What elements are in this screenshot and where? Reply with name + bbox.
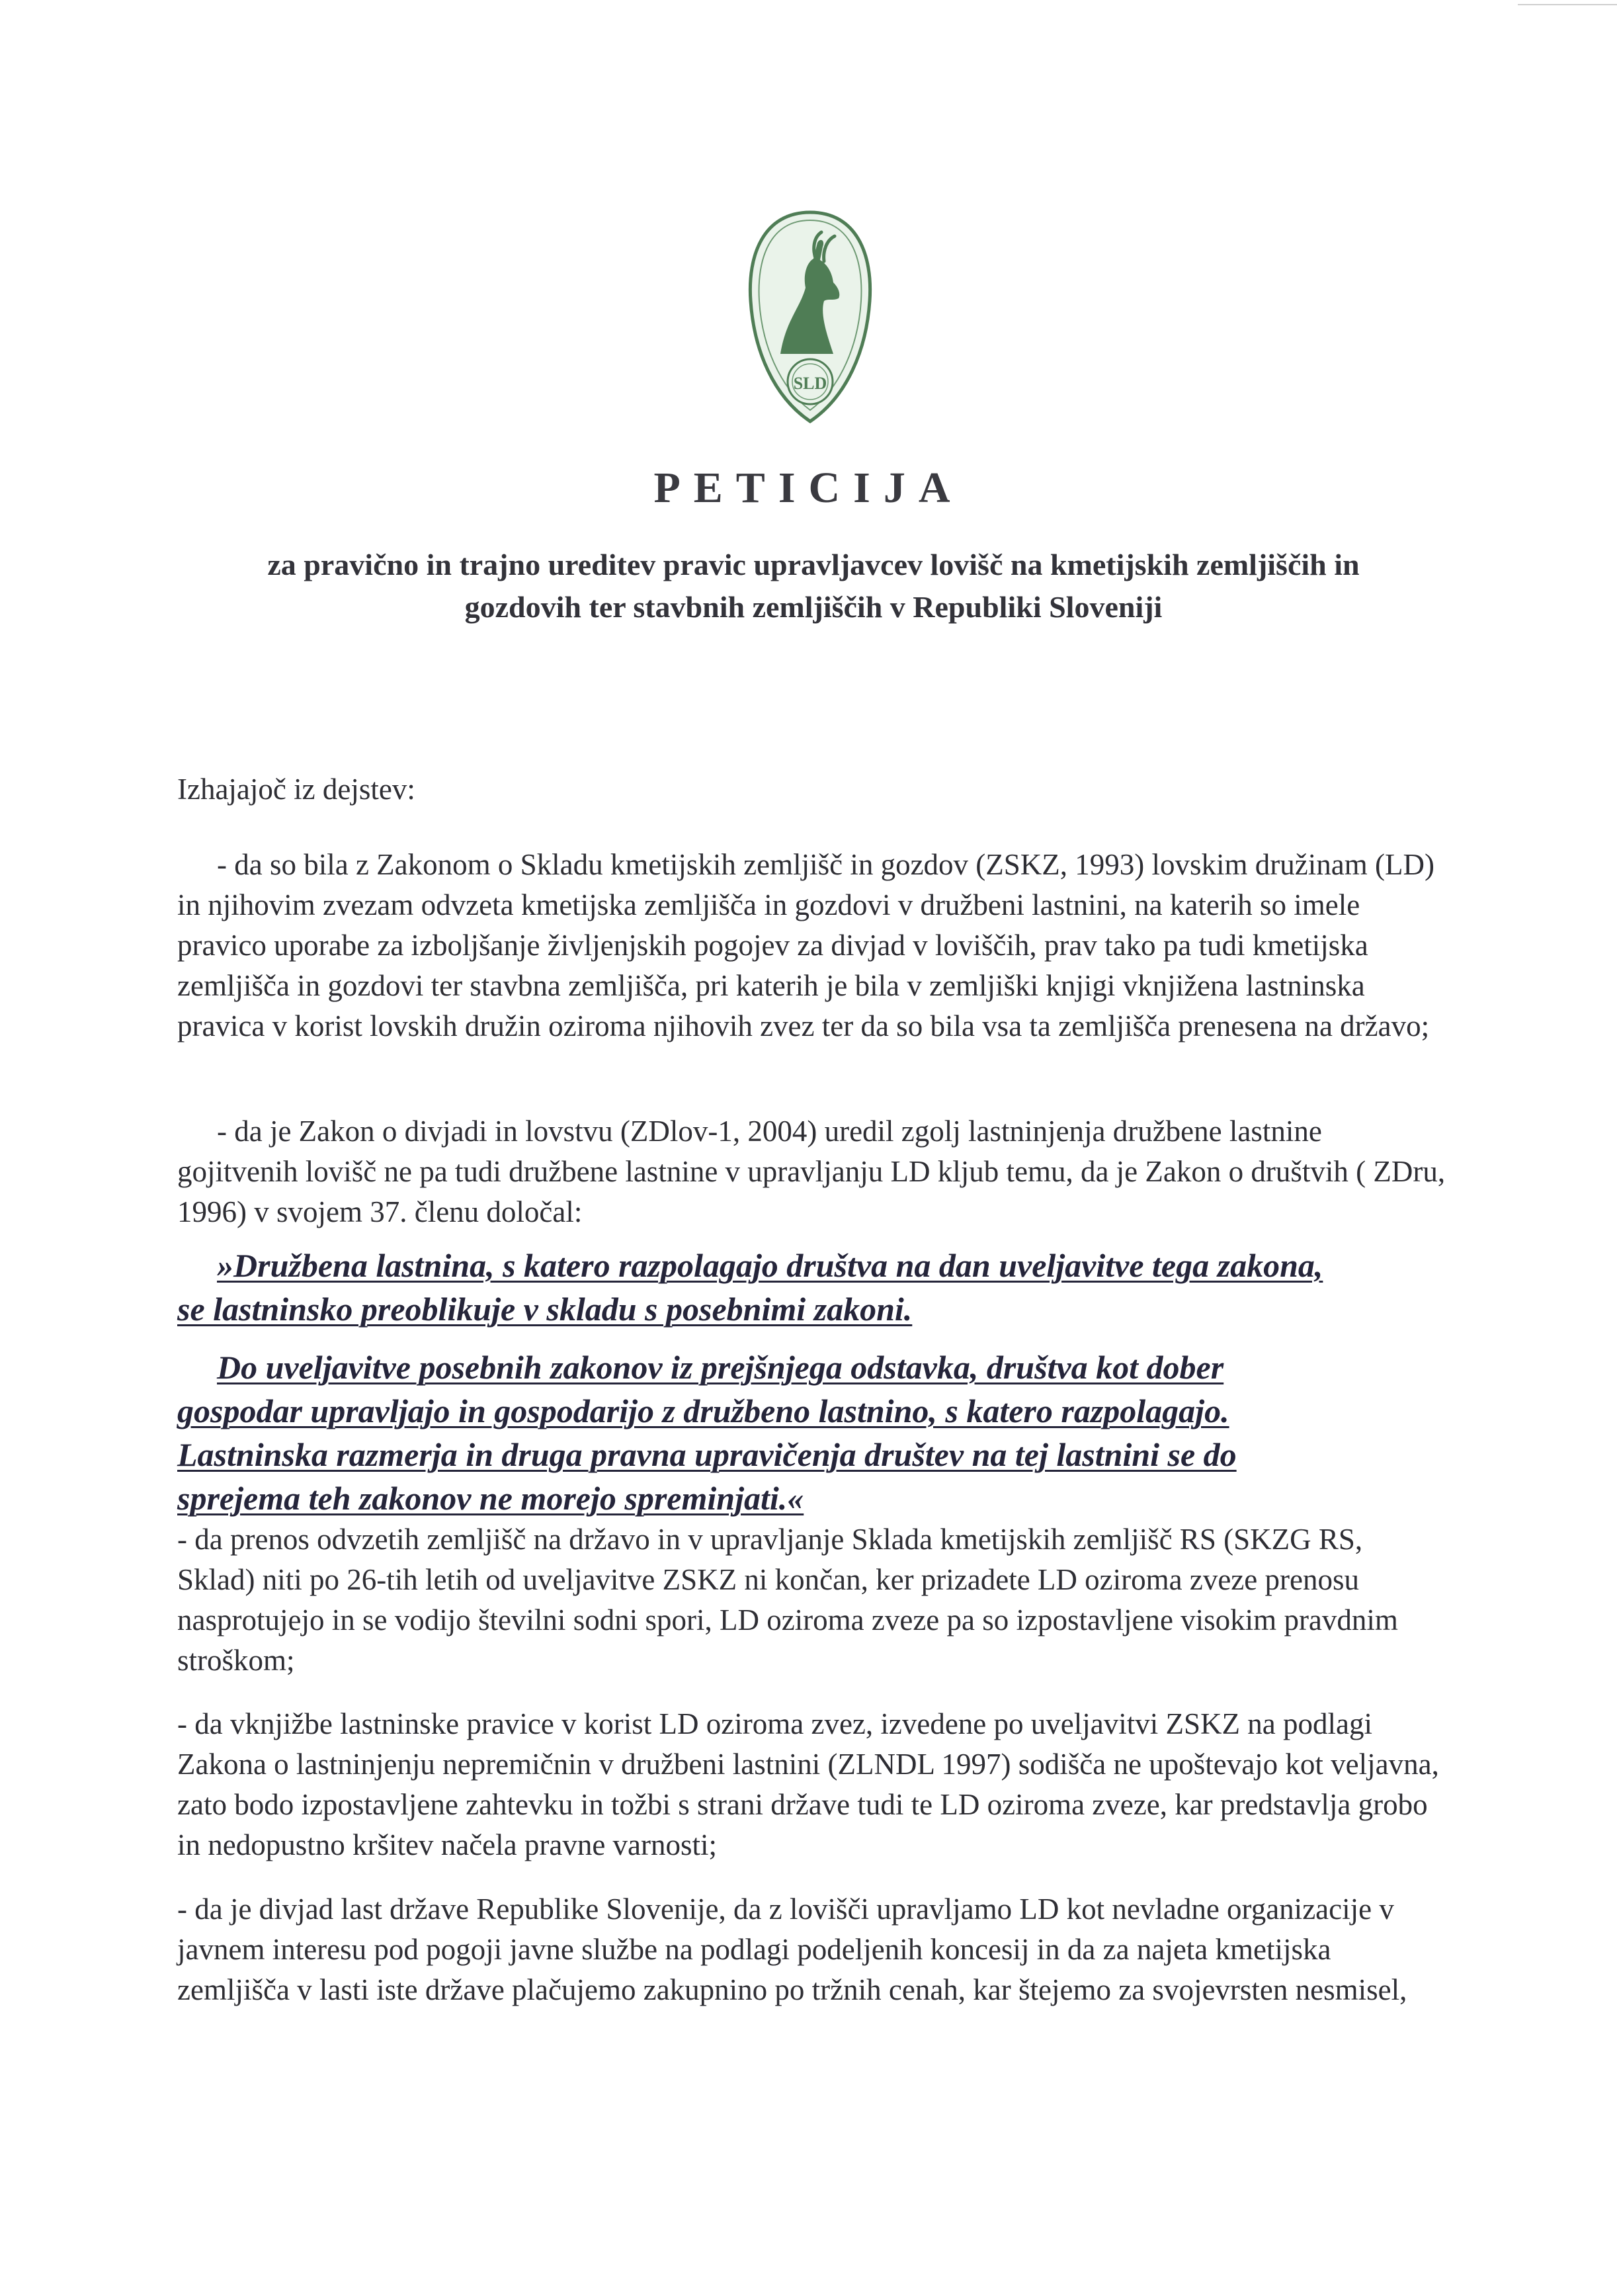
paragraph-text: - da vknjižbe lastninske pravice v korist LD oziroma zvez, izvedene po uveljavitvi ZSKZ na podlagi Zakona o lastninjenju nepremičnin v družbeni lastnini (ZLNDL 1997) sodišča ne upoštevajo kot veljavna, zato bodo izpostavljene zahtevku in tožbi s strani države tudi te LD oziroma zveze, kar predstavlja grobo in nedopustno kršitev načela pravne varnosti;	[177, 1707, 1439, 1861]
paragraph	[177, 1111, 1447, 1232]
quote-line: »Družbena lastnina, s katero razpolagajo društva na dan uveljavitve tega zakona,	[217, 1247, 1323, 1284]
paragraph	[177, 845, 1447, 1046]
svg-text:SLD: SLD	[793, 374, 827, 393]
quote-line: Lastninska razmerja in druga pravna upravičenja društev na tej lastnini se do	[177, 1436, 1237, 1473]
paragraph	[177, 1704, 1447, 1865]
paragraph-text: - da je divjad last države Republike Slovenije, da z lovišči upravljamo LD kot nevladne organizacije v javnem interesu pod pogoji javne službe na podlagi podeljenih koncesij in da za najeta kmetijska zemljišča v lasti iste države plačujemo zakupnino po tržnih cenah, kar štejemo za svojevrsten nesmisel,	[177, 1892, 1407, 2006]
document-subtitle	[172, 544, 1455, 628]
law-quote	[177, 1244, 1447, 1520]
subtitle-line: za pravično in trajno ureditev pravic upravljavcev lovišč na kmetijskih zemljiščih in	[267, 548, 1360, 581]
scan-edge-line	[1518, 4, 1617, 5]
quote-line: gospodar upravljajo in gospodarijo z družbeno lastnino, s katero razpolagajo.	[177, 1392, 1229, 1429]
paragraph	[177, 1889, 1447, 2010]
chamois-emblem-icon	[734, 208, 886, 427]
quote-line: se lastninsko preoblikuje v skladu s posebnimi zakoni.	[177, 1291, 913, 1328]
paragraph-text: - da je Zakon o divjadi in lovstvu (ZDlov-1, 2004) uredil zgolj lastninjenja družbene lastnine gojitvenih lovišč ne pa tudi družbene lastnine v upravljanju LD kljub temu, da je Zakon o društvih ( ZDru, 1996) v svojem 37. členu določal:	[177, 1115, 1446, 1228]
paragraph-text: - da so bila z Zakonom o Skladu kmetijskih zemljišč in gozdov (ZSKZ, 1993) lovskim družinam (LD) in njihovim zvezam odvzeta kmetijska zemljišča in gozdovi v družbeni lastnini, na katerih so imele pravico uporabe za izboljšanje življenjskih pogojev za divjad v loviščih, prav tako pa tudi kmetijska zemljišča in gozdovi ter stavbna zemljišča, pri katerih je bila v zemljiški knjigi vknjižena lastninska pravica v korist lovskih družin oziroma njihovih zvez ter da so bila vsa ta zemljišča prenesena na državo;	[177, 848, 1434, 1042]
quote-line: sprejema teh zakonov ne morejo spreminjati.«	[177, 1480, 804, 1517]
quote-line: Do uveljavitve posebnih zakonov iz prejšnjega odstavka, društva kot dober	[217, 1349, 1224, 1386]
intro-text: Izhajajoč iz dejstev:	[177, 773, 415, 806]
paragraph	[177, 1519, 1447, 1681]
subtitle-line: gozdovih ter stavbnih zemljiščih v Republiki Sloveniji	[464, 590, 1163, 624]
document-title: PETICIJA	[653, 464, 964, 512]
paragraph-text: - da prenos odvzetih zemljišč na državo in v upravljanje Sklada kmetijskih zemljišč RS (SKZG RS, Sklad) niti po 26-tih letih od uveljavitve ZSKZ ni končan, ker prizadete LD oziroma zveze prenosu nasprotujejo in se vodijo številni sodni spori, LD oziroma zveze pa so izpostavljene visokim pravdnim stroškom;	[177, 1523, 1398, 1677]
